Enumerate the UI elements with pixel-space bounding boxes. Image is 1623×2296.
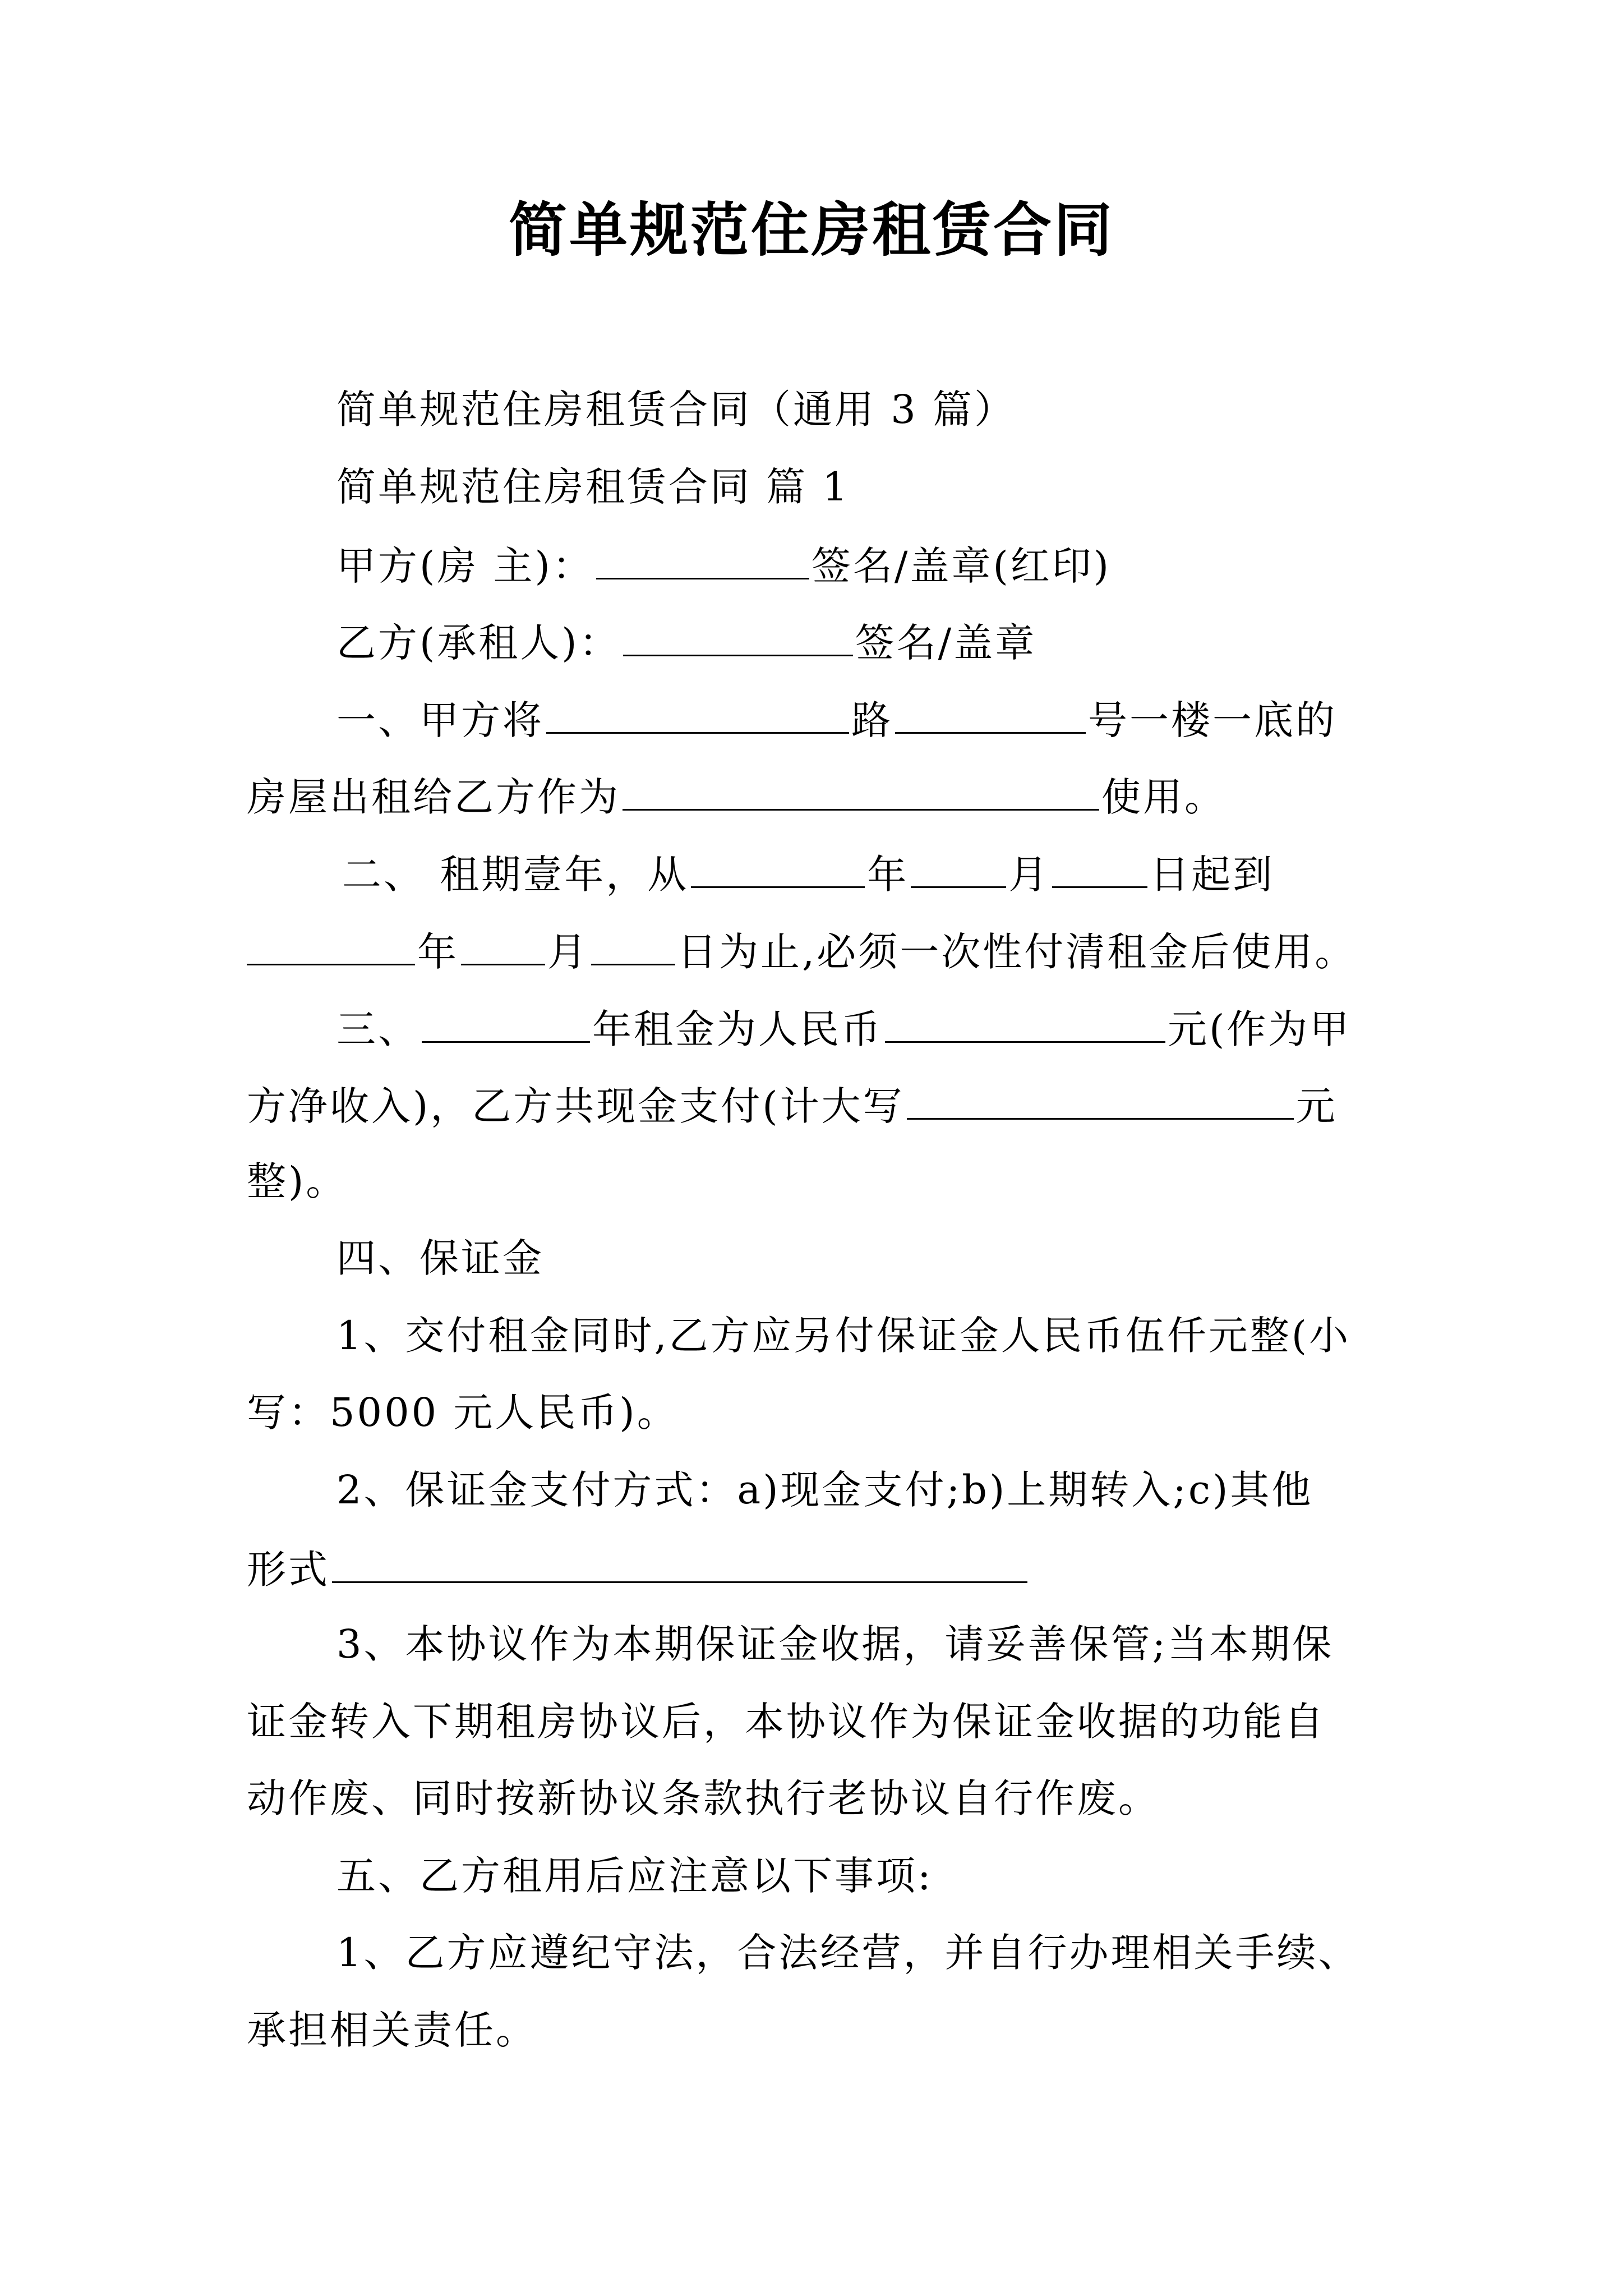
clause-3-line-2 <box>247 1079 1338 1131</box>
end-month-blank <box>461 924 545 965</box>
clause-1-line-2 <box>247 770 1226 822</box>
clause-4-text: 形式 <box>247 1547 330 1593</box>
clause-4-item-2-line-1: 2、保证金支付方式：a)现金支付;b)上期转入;c)其他 <box>336 1467 1313 1513</box>
start-month-blank <box>911 847 1006 888</box>
clause-4-heading: 四、保证金 <box>336 1235 544 1281</box>
section-heading: 简单规范住房租赁合同 篇 1 <box>336 464 850 510</box>
party-b-sign-label: 签名/盖章 <box>855 620 1037 666</box>
clause-3-text: 元(作为甲 <box>1168 1006 1352 1052</box>
document-subtitle: 简单规范住房租赁合同（通用 3 篇） <box>336 386 1016 432</box>
party-b-label: 乙方(承租人)： <box>336 620 621 666</box>
clause-4-item-3-line-1: 3、本协议作为本期保证金收据，请妥善保管;当本期保 <box>336 1621 1334 1667</box>
clause-5-item-1-line-2: 承担相关责任。 <box>247 2007 537 2053</box>
clause-3-line-3: 整)。 <box>247 1158 348 1204</box>
clause-4-item-3-line-2: 证金转入下期租房协议后，本协议作为保证金收据的功能自 <box>247 1699 1326 1745</box>
end-day-blank <box>591 924 675 965</box>
party-b-name-blank <box>623 615 853 656</box>
clause-1-text: 使用。 <box>1101 774 1226 820</box>
clause-4-item-1-line-1: 1、交付租金同时,乙方应另付保证金人民币伍仟元整(小 <box>336 1313 1351 1359</box>
clause-4-item-3-line-3: 动作废、同时按新协议条款执行老协议自行作废。 <box>247 1775 1160 1821</box>
road-blank <box>546 693 849 734</box>
party-a-label: 甲方(房 主)： <box>336 543 594 589</box>
rent-amount-blank <box>885 1002 1165 1043</box>
clause-2-text: 年 <box>867 852 909 898</box>
end-year-blank <box>247 924 415 965</box>
clause-2-text: 日起到 <box>1150 852 1275 898</box>
party-a-name-blank <box>596 539 809 579</box>
clause-3-text: 年租金为人民币 <box>592 1006 883 1052</box>
clause-3-line-1 <box>336 1002 1351 1055</box>
rent-year-blank <box>422 1002 590 1043</box>
clause-4-item-1-line-2: 写：5000 元人民币)。 <box>247 1389 679 1435</box>
document-title: 简单规范住房租赁合同 <box>508 195 1114 264</box>
clause-2-text: 二、 租期壹年，从 <box>342 852 689 898</box>
clause-1-text: 房屋出租给乙方作为 <box>247 774 620 820</box>
clause-3-text: 方净收入)，乙方共现金支付(计大写 <box>247 1083 905 1129</box>
clause-5-item-1-line-1: 1、乙方应遵纪守法，合法经营，并自行办理相关手续、 <box>336 1930 1360 1976</box>
clause-3-text: 三、 <box>336 1006 419 1052</box>
clause-1-text: 路 <box>851 697 893 743</box>
number-blank <box>895 693 1086 734</box>
clause-2-text: 月 <box>547 929 589 975</box>
clause-5-heading: 五、乙方租用后应注意以下事项: <box>336 1853 933 1899</box>
start-day-blank <box>1052 847 1147 888</box>
clause-1-text: 号一楼一底的 <box>1088 697 1337 743</box>
clause-4-item-2-line-2 <box>247 1542 1030 1595</box>
usage-blank <box>623 770 1099 811</box>
amount-in-words-blank <box>907 1079 1294 1120</box>
clause-1-text: 一、甲方将 <box>336 697 544 743</box>
party-a-sign-label: 签名/盖章(红印) <box>811 543 1112 589</box>
party-b-line <box>336 615 1036 668</box>
other-form-blank <box>332 1542 1027 1583</box>
clause-3-text: 元 <box>1295 1083 1338 1129</box>
party-a-line <box>336 539 1111 591</box>
clause-2-line-2 <box>247 924 1356 977</box>
clause-2-text: 日为止,必须一次性付清租金后使用。 <box>677 929 1357 975</box>
clause-1-line-1 <box>336 693 1337 746</box>
start-year-blank <box>691 847 865 888</box>
clause-2-line-1 <box>342 847 1274 900</box>
clause-2-text: 月 <box>1008 852 1050 898</box>
clause-2-text: 年 <box>417 929 459 975</box>
